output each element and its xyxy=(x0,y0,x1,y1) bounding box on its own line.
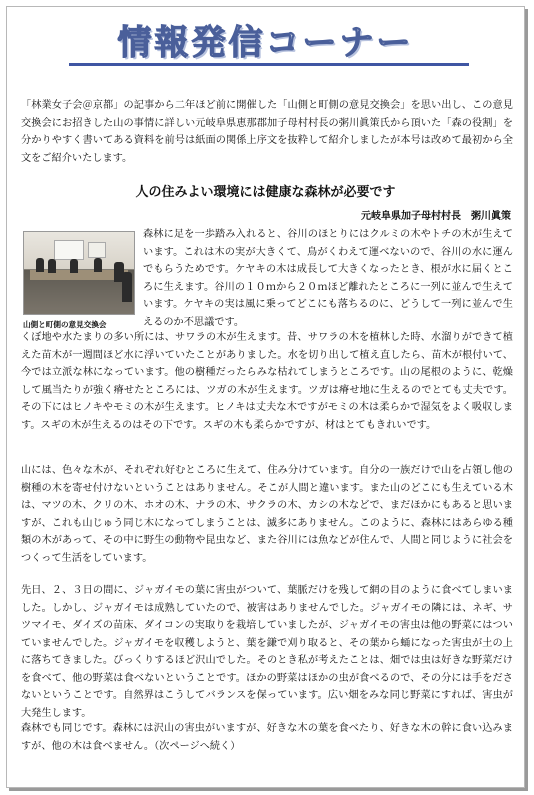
meeting-photo xyxy=(23,231,135,315)
intro-paragraph: 「林業女子会＠京都」の記事から二年ほど前に開催した「山側と町側の意見交換会」を思い出し、この意見交換会にお招きした山の事情に詳しい元岐阜県恵那郡加子母村村長の粥川眞策氏から頂いた「森の役割」を分かりやすく書いてある資料を前号は紙面の関係上序文を抜粋して紹介しましたが本号は改めて最初から全文をご紹介いたします。 xyxy=(21,100,513,164)
article-paragraph: 森林でも同じです。森林には沢山の害虫がいますが、好きな木の葉を食べたり、好きな木の幹に食い込みますが、他の木は食べません。（次ページへ続く） xyxy=(21,723,513,752)
article-paragraph: 森林に足を一歩踏み入れると、谷川のほとりにはクルミの木やトチの木が生えています。これは木の実が大きくて、鳥がくわえて運べないので、谷川の水に運んでもらうためです。ケヤキの木は成長して大きくなったとき、根が水に届くところに生えます。谷川の１０ｍから２０ｍほど離れたところに一列に並んで生えています。ケヤキの実は風に乗ってどこにも落ちるのに、どうして一列に並んで生えるのか不思議です。 xyxy=(143,229,513,328)
photo-person xyxy=(48,259,56,273)
article-author: 元岐阜県加子母村村長 粥川眞策 xyxy=(361,211,511,222)
photo-person xyxy=(70,259,78,273)
page-title: 情報発信コーナー xyxy=(117,23,414,63)
article-paragraph: 山には、色々な木が、それぞれ好むところに生えて、住み分けています。自分の一族だけで山を占領し他の樹種の木を寄せ付けないということはありません。そこが人間と違います。また山のどこにも生えている木は、マツの木、クリの木、ホオの木、ナラの木、サクラの木、カシの木などで、まだほかにもあると思いますが、これも山じゅう同じ木になってしまうことは、滅多にありません。このように、森林にはあらゆる種類の木があって、その中に野生の動物や昆虫など、また谷川には魚などが住んで、人間と同じように社会をつくって生活をしています。 xyxy=(21,465,513,564)
article-paragraph: 先日、２、３日の間に、ジャガイモの葉に害虫がついて、葉脈だけを残して網の目のように食べてしまいました。しかし、ジャガイモは成熟していたので、被害はありませんでした。ジャガイモの隣には、ネギ、サツマイモ、ダイズの苗床、ダイコンの実取りを栽培していましたが、ジャガイモの害虫は他の野菜にはついていませんでした。ジャガイモを収穫しようと、葉を鎌で刈り取ると、その葉から蛹になった害虫が土の上に落ちてきました。びっくりするほど沢山でした。そのとき私が考えたことは、畑では虫は好きな野菜だけを食べて、他の野菜は食べないということです。ほかの野菜はほかの虫が食べるので、その分には手をださないということです。自然界はこうしてバランスを保っています。広い畑をみな同じ野菜にすれば、害虫が大発生します。 xyxy=(21,585,513,719)
photo-person xyxy=(122,272,132,302)
article-heading: 人の住みよい環境には健康な森林が必要です xyxy=(135,185,396,200)
photo-person xyxy=(36,258,44,272)
photo-board xyxy=(88,242,106,258)
photo-projector-screen xyxy=(54,240,84,260)
title-underline xyxy=(69,63,469,66)
photo-person xyxy=(94,258,102,272)
title-banner xyxy=(7,13,524,73)
article-paragraph: くぼ地や水たまりの多い所には、サワラの木が生えます。昔、サワラの木を植林した時、水溜りができて植えた苗木が一週間ほど水に浮いていたことがありました。水を切り出して植え直したら、苗木が根付いて、今では立派な林になっています。他の樹種だったらみな枯れてしまうところです。山の尾根のように、乾燥して風当たりが強く瘠せたところには、ツガの木が生えます。ツガは瘠せ地に生えるのでとても丈夫です。その下にはヒノキやモミの木が生えます。ヒノキは丈夫な木ですがモミの木は柔らかで湿気をよく吸収します。スギの木が生えるのはその下です。スギの木も柔らかですが、材はとてもきれいです。 xyxy=(21,332,513,431)
photo-caption: 山側と町側の意見交換会 xyxy=(23,320,107,329)
page-frame xyxy=(6,6,525,788)
